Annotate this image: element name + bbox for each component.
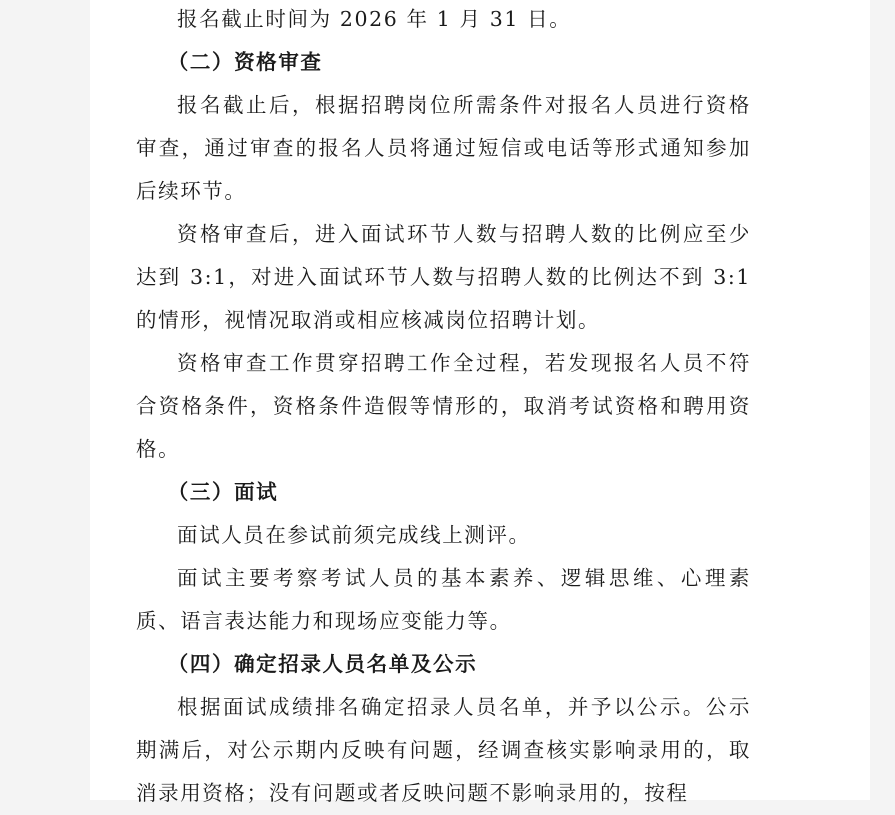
section-heading-qualification-review: （二）资格审查 [167,50,323,74]
interview-paragraph-1: 面试人员在参试前须完成线上测评。 [177,523,531,547]
deadline-paragraph: 报名截止时间为 2026 年 1 月 31 日。 [177,7,572,31]
document-body [136,0,751,815]
qualification-review-paragraph-2: 资格审查后，进入面试环节人数与招聘人数的比例应至少达到 3:1，对进入面试环节人数与招聘人数的比例达不到 3:1 的情形，视情况取消或相应核减岗位招聘计划。 [136,222,751,332]
qualification-review-paragraph-3: 资格审查工作贯穿招聘工作全过程，若发现报名人员不符合资格条件，资格条件造假等情形的，取消考试资格和聘用资格。 [136,351,751,461]
interview-paragraph-2: 面试主要考察考试人员的基本素养、逻辑思维、心理素质、语言表达能力和现场应变能力等。 [136,566,751,633]
hiring-list-paragraph-1: 根据面试成绩排名确定招录人员名单，并予以公示。公示期满后，对公示期内反映有问题，经调查核实影响录用的，取消录用资格；没有问题或者反映问题不影响录用的，按程 [136,695,751,805]
section-heading-hiring-list-announcement: （四）确定招录人员名单及公示 [167,652,478,676]
section-heading-interview: （三）面试 [167,480,279,504]
document-page [90,0,870,805]
qualification-review-paragraph-1: 报名截止后，根据招聘岗位所需条件对报名人员进行资格审查，通过审查的报名人员将通过短信或电话等形式通知参加后续环节。 [136,93,751,203]
